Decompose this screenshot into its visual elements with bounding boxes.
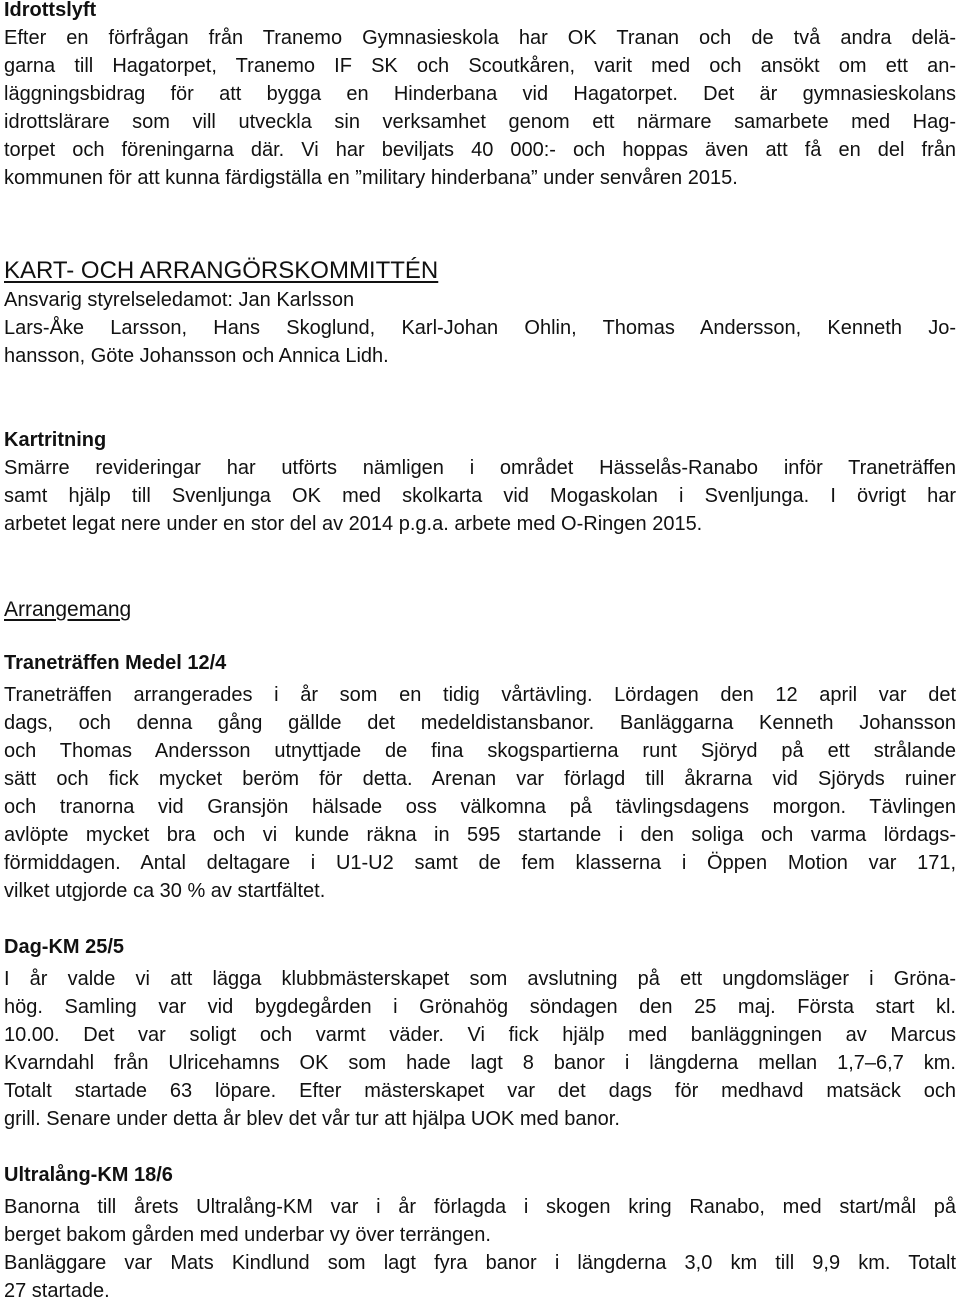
text-line: Lars-Åke Larsson, Hans Skoglund, Karl-Johan Ohlin, Thomas Andersson, Kenneth Jo- bbox=[4, 317, 956, 339]
section-heading: Arrangemang bbox=[4, 598, 132, 621]
section-body bbox=[4, 454, 956, 538]
text-line: 10.00. Det var soligt och varmt väder. Vi fick hjälp med banläggningen av Marcus bbox=[4, 1024, 956, 1046]
section-heading: Ultralång-KM 18/6 bbox=[4, 1164, 173, 1186]
text-line: Banläggare var Mats Kindlund som lagt fyra banor i längderna 3,0 km till 9,9 km. Totalt bbox=[4, 1252, 956, 1274]
text-line: Smärre revideringar har utförts nämligen i området Hässelås-Ranabo inför Traneträffen bbox=[4, 457, 956, 479]
text-line: förmiddagen. Antal deltagare i U1-U2 samt de fem klasserna i Öppen Motion var 171, bbox=[4, 852, 956, 874]
section-ultralang bbox=[4, 1161, 956, 1305]
section-body bbox=[4, 286, 956, 370]
text-line: läggningsbidrag för att bygga en Hinderbana vid Hagatorpet. Det är gymnasieskolans bbox=[4, 83, 956, 105]
text-line: hansson, Göte Johansson och Annica Lidh. bbox=[4, 345, 389, 367]
section-body bbox=[4, 24, 956, 192]
text-line: Kvarndahl från Ulricehamns OK som hade lagt 8 banor i längderna mellan 1,7–6,7 km. bbox=[4, 1052, 956, 1074]
text-line: arbetet legat nere under en stor del av 2014 p.g.a. arbete med O-Ringen 2015. bbox=[4, 513, 703, 535]
text-line: kommunen för att kunna färdigställa en ”military hinderbana” under senvåren 2015. bbox=[4, 167, 738, 189]
section-dagkm bbox=[4, 933, 956, 1133]
section-body bbox=[4, 681, 956, 905]
section-heading: Traneträffen Medel 12/4 bbox=[4, 652, 227, 674]
text-line: idrottslärare som vill utveckla sin verksamhet genom ett närmare samarbete med Hag- bbox=[4, 111, 956, 133]
text-line: Ansvarig styrelseledamot: Jan Karlsson bbox=[4, 289, 355, 311]
text-line: berget bakom gården med underbar vy över terrängen. bbox=[4, 1224, 491, 1246]
section-heading: KART- OCH ARRANGÖRSKOMMITTÉN bbox=[4, 257, 439, 284]
text-line: Efter en förfrågan från Tranemo Gymnasieskola har OK Tranan och de två andra delä- bbox=[4, 27, 956, 49]
section-arrangemang bbox=[4, 596, 956, 624]
text-line: I år valde vi att lägga klubbmästerskapet som avslutning på ett ungdomsläger i Gröna- bbox=[4, 968, 956, 990]
text-line: sätt och fick mycket beröm för detta. Arenan var förlagd till åkrarna vid Sjöryds ruiner bbox=[4, 768, 956, 790]
text-line: dags, och denna gång gällde det medeldistansbanor. Banläggarna Kenneth Johansson bbox=[4, 712, 956, 734]
section-body bbox=[4, 1193, 956, 1305]
text-line: Totalt startade 63 löpare. Efter mästerskapet var det dags för medhavd matsäck och bbox=[4, 1080, 956, 1102]
section-tranetraffen bbox=[4, 649, 956, 905]
section-body bbox=[4, 965, 956, 1133]
section-heading: Idrottslyft bbox=[4, 0, 97, 21]
text-line: samt hjälp till Svenljunga OK med skolkarta vid Mogaskolan i Svenljunga. I övrigt har bbox=[4, 485, 956, 507]
text-line: Banorna till årets Ultralång-KM var i år förlagda i skogen kring Ranabo, med start/mål på bbox=[4, 1196, 956, 1218]
text-line: grill. Senare under detta år blev det vår tur att hjälpa UOK med banor. bbox=[4, 1108, 620, 1130]
section-heading: Kartritning bbox=[4, 429, 107, 451]
section-kommitte bbox=[4, 256, 956, 370]
text-line: Traneträffen arrangerades i år som en tidig vårtävling. Lördagen den 12 april var det bbox=[4, 684, 956, 706]
section-kartritning bbox=[4, 426, 956, 538]
text-line: vilket utgjorde ca 30 % av startfältet. bbox=[4, 880, 326, 902]
text-line: avlöpte mycket bra och vi kunde räkna in 595 startande i den soliga och varma lördags- bbox=[4, 824, 956, 846]
text-line: och Thomas Andersson utnyttjade de fina skogspartierna runt Sjöryd på ett strålande bbox=[4, 740, 956, 762]
text-line: torpet och föreningarna där. Vi har beviljats 40 000:- och hoppas även att få en del från bbox=[4, 139, 956, 161]
section-idrottslyft bbox=[4, 0, 956, 192]
text-line: hög. Samling var vid bygdegården i Grönahög söndagen den 25 maj. Första start kl. bbox=[4, 996, 956, 1018]
section-heading: Dag-KM 25/5 bbox=[4, 936, 125, 958]
text-line: garna till Hagatorpet, Tranemo IF SK och Scoutkåren, varit med och ansökt om ett an- bbox=[4, 55, 956, 77]
text-line: 27 startade. bbox=[4, 1280, 110, 1302]
text-line: och tranorna vid Gransjön hälsade oss välkomna på tävlingsdagens morgon. Tävlingen bbox=[4, 796, 956, 818]
